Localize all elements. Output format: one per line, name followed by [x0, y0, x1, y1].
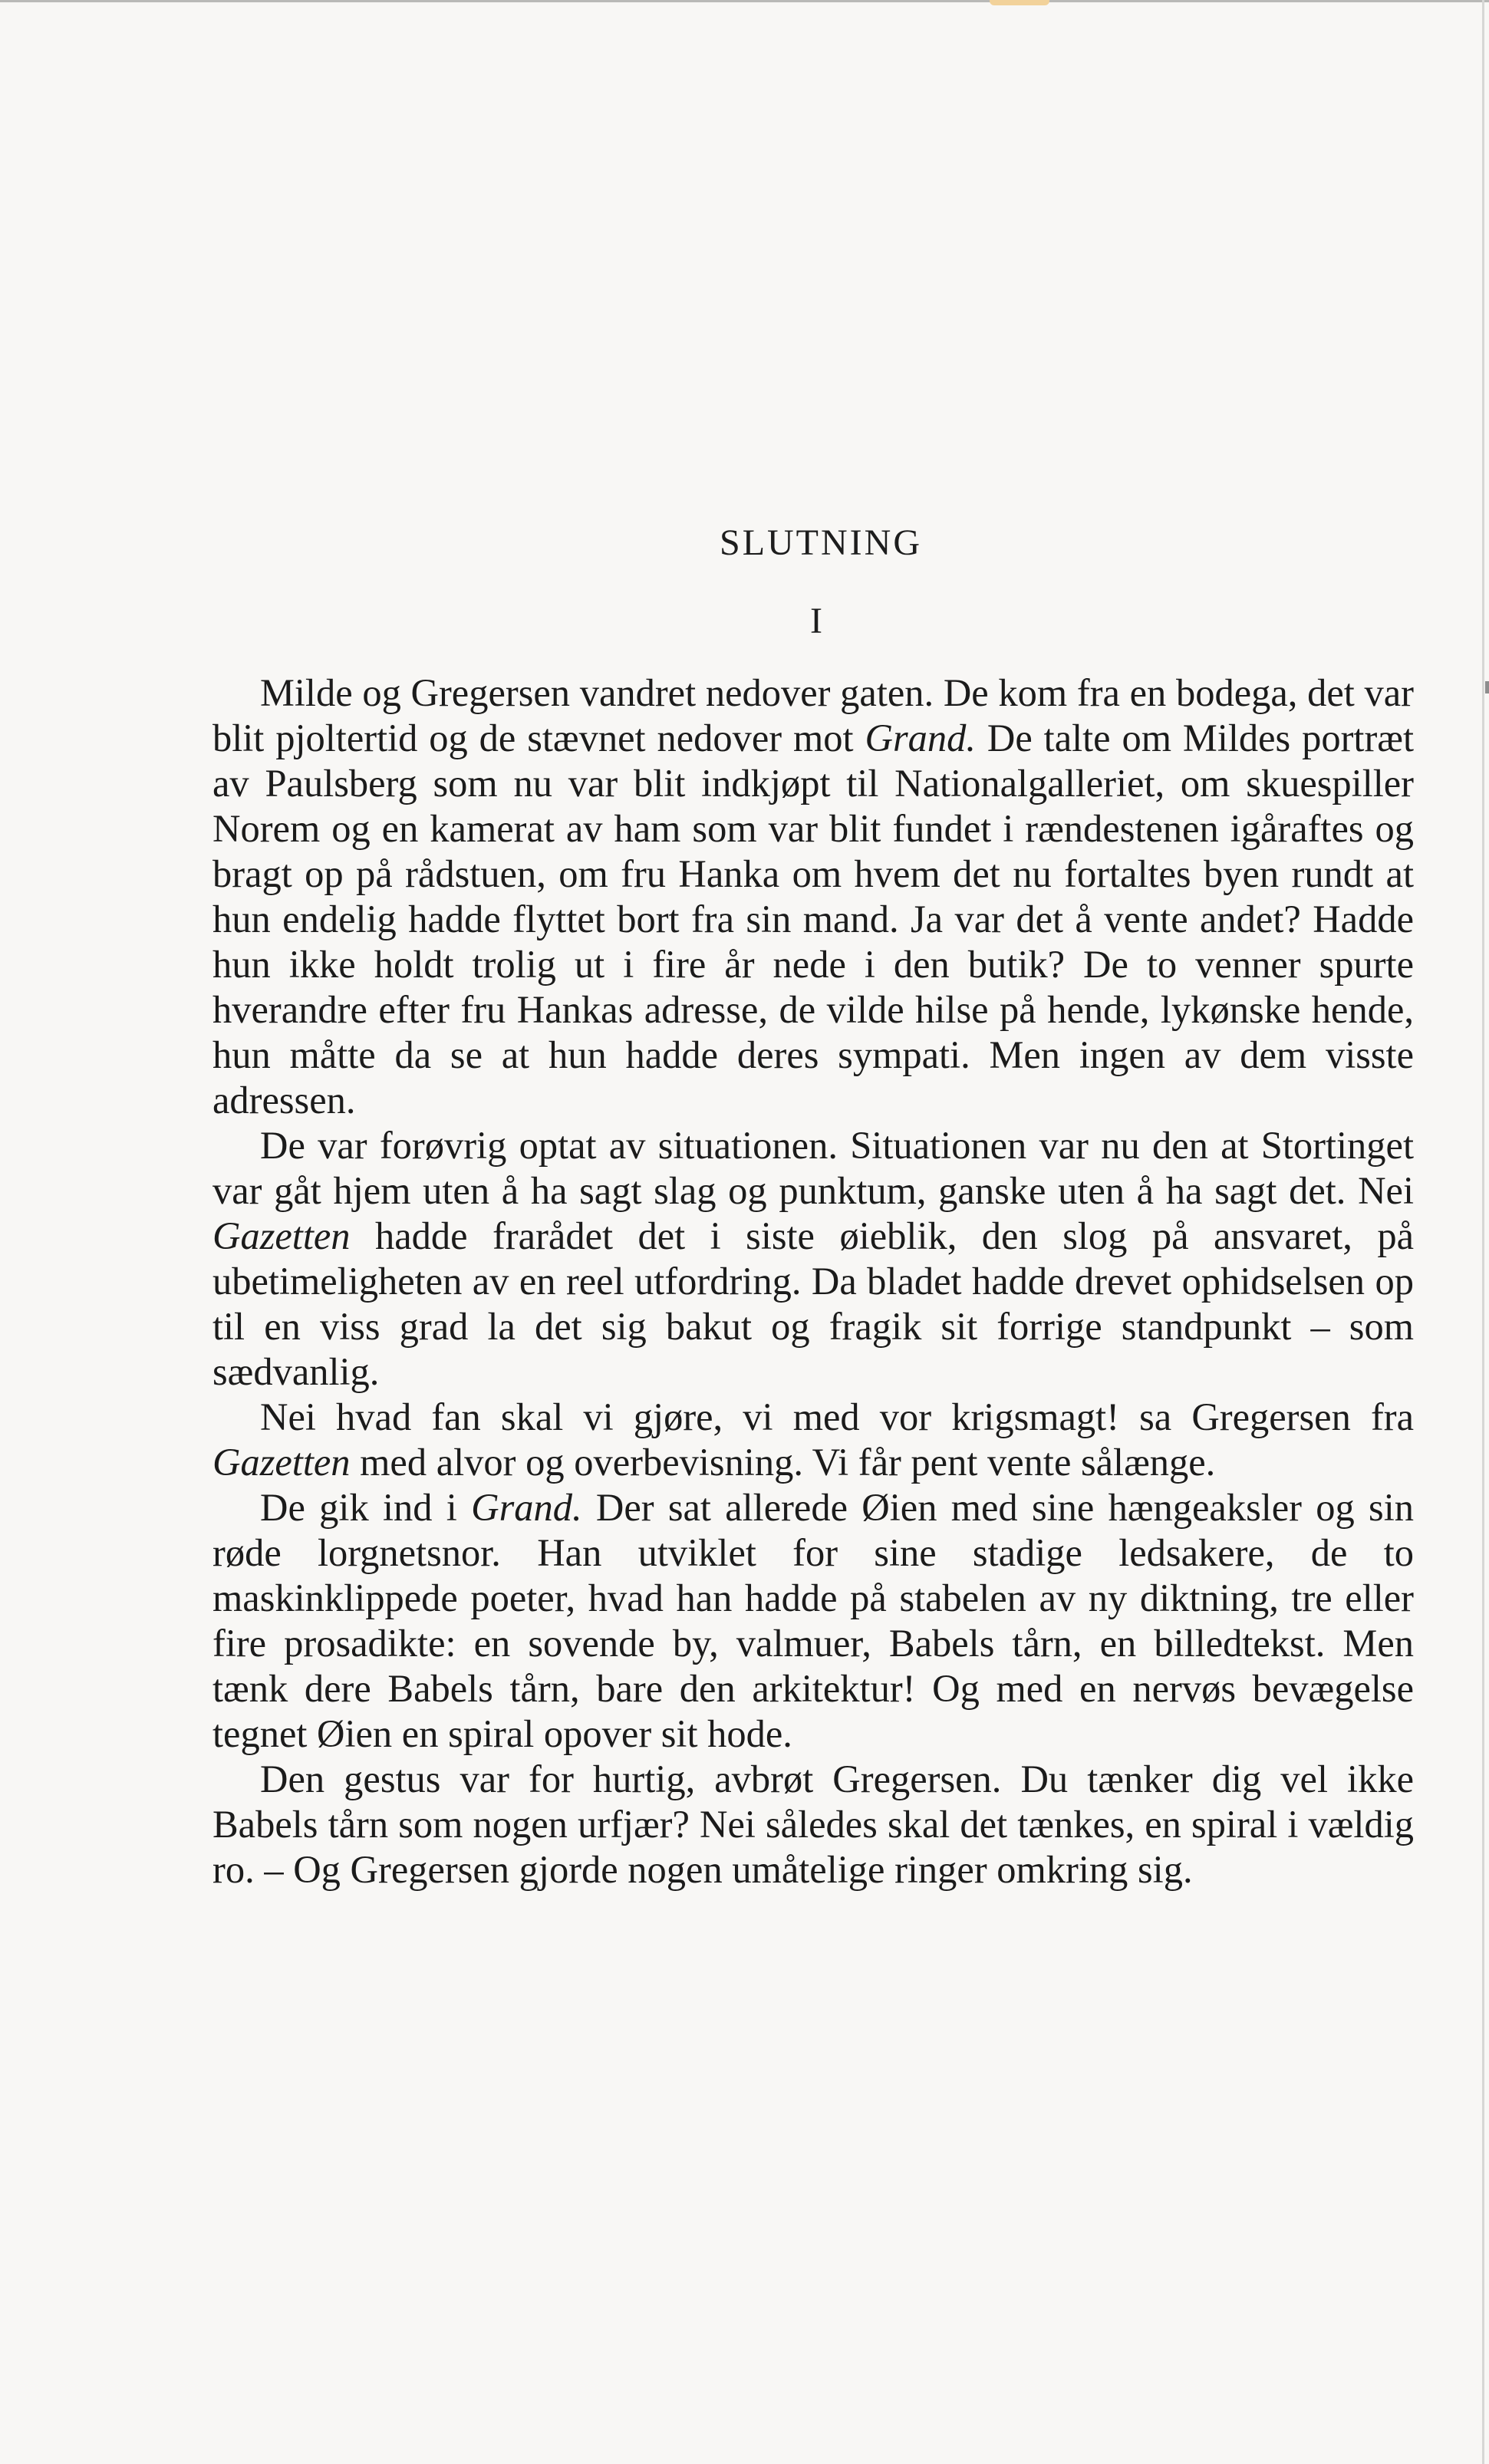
paragraph-3-text-b: med alvor og overbevisning. Vi får pent vente sålænge. — [350, 1441, 1216, 1484]
chapter-body — [212, 670, 1414, 1892]
page-right-edge — [1482, 0, 1484, 2464]
chapter-number: I — [810, 601, 822, 641]
paragraph-4-italic-grand: Grand. — [471, 1486, 582, 1529]
paragraph-3-italic-gazetten: Gazetten — [212, 1441, 351, 1484]
paragraph-1-italic-grand: Grand. — [865, 716, 976, 759]
paragraph-3-text-a: Nei hvad fan skal vi gjøre, vi med vor krigsmagt! sa Gregersen fra — [260, 1395, 1414, 1438]
paragraph-4 — [212, 1485, 1414, 1757]
paragraph-2 — [212, 1123, 1414, 1395]
paragraph-3 — [212, 1395, 1414, 1485]
page-top-edge — [0, 0, 1489, 2]
chapter-title: SLUTNING — [720, 522, 922, 563]
paragraph-1-text-b: De talte om Mildes portræt av Paulsberg som nu var blit indkjøpt til Nationalgalleriet, om skuespiller Norem og en kamerat av ham som var blit fundet i rændestenen igåraftes og bragt op på rådstuen, om fru Hanka om hvem det nu fortaltes byen rundt at hun endelig hadde flyttet bort fra sin mand. Ja var det å vente andet? Hadde hun ikke holdt trolig ut i fire år nede i den butik? De to venner spurte hverandre efter fru Hankas adresse, de vilde hilse på hende, lykønske hende, hun måtte da se at hun hadde deres sympati. Men ingen av dem visste adressen. — [212, 716, 1414, 1122]
paragraph-1 — [212, 670, 1414, 1123]
paragraph-1-text-a: Milde og Gregersen vandret nedover gaten. De kom fra en bodega, det var blit pjoltertid og de stævnet nedover mot — [212, 671, 1414, 759]
paragraph-4-text-a: De gik ind i — [260, 1486, 472, 1529]
paragraph-5-text: Den gestus var for hurtig, avbrøt Gregersen. Du tænker dig vel ikke Babels tårn som nogen urfjær? Nei således skal det tænkes, en spiral i vældig ro. – Og Gregersen gjorde nogen umåtelige ringer omkring sig. — [212, 1757, 1414, 1891]
page-edge-mark — [1485, 681, 1489, 693]
paragraph-4-text-b: Der sat allerede Øien med sine hængeaksler og sin røde lorgnetsnor. Han utviklet for sine stadige ledsakere, de to maskinklippede poeter, hvad han hadde på stabelen av ny diktning, tre eller fire prosadikte: en sovende by, valmuer, Babels tårn, en billedtekst. Men tænk dere Babels tårn, bare den arkitektur! Og med en nervøs bevægelse tegnet Øien en spiral opover sit hode. — [212, 1486, 1414, 1755]
paragraph-2-italic-gazetten: Gazetten — [212, 1214, 351, 1257]
paragraph-2-text-a: De var forøvrig optat av situationen. Situationen var nu den at Stortinget var gåt hjem uten å ha sagt slag og punktum, ganske uten å ha sagt det. Nei — [212, 1124, 1414, 1212]
page-top-mark — [990, 0, 1049, 5]
paragraph-5 — [212, 1757, 1414, 1892]
paragraph-2-text-b: hadde frarådet det i siste øieblik, den slog på ansvaret, på ubetimeligheten av en reel utfordring. Da bladet hadde drevet ophidselsen op til en viss grad la det sig bakut og fragik sit forrige standpunkt – som sædvanlig. — [212, 1214, 1414, 1393]
